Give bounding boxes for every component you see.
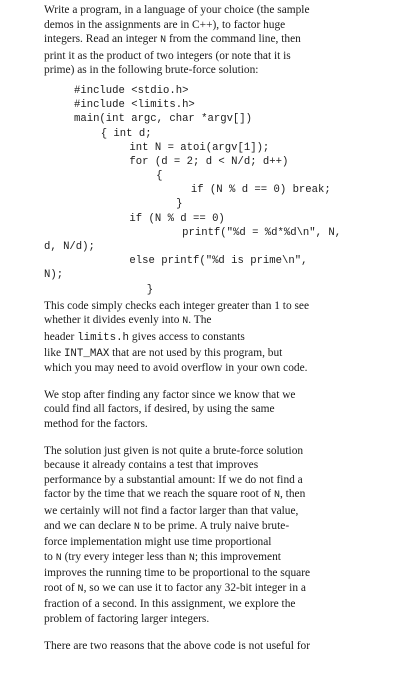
text-run: demos in the assignments are in C++), to factor huge [44, 18, 286, 31]
text-line [44, 299, 360, 314]
text-run: to be prime. A truly naive brute- [139, 519, 290, 532]
text-run: (try every integer less than [61, 550, 189, 563]
two-reasons-paragraph [44, 639, 360, 654]
text-line [44, 535, 360, 550]
text-run: prime) as in the following brute-force solution: [44, 64, 259, 77]
code-line: if (N % d == 0) break; [140, 184, 331, 197]
text-run: improves the running time to be proportional to the square [44, 567, 311, 580]
text-run: ; this improvement [194, 550, 281, 563]
code-line: } [134, 283, 154, 296]
code-line: main(int argc, char *argv[]) [74, 113, 253, 126]
text-line [44, 519, 360, 536]
text-run: This code simply checks each integer greater than 1 to see [44, 299, 310, 312]
text-line [44, 402, 360, 417]
code-line: for (d = 2; d < N/d; d++) [104, 155, 289, 168]
code-line: { [118, 170, 163, 183]
inline-code: N [160, 35, 167, 47]
code-listing [44, 84, 360, 297]
text-run: root of [44, 581, 78, 594]
stop-paragraph [44, 388, 360, 432]
text-line [44, 458, 360, 473]
code-line: { int d; [88, 127, 152, 140]
code-line: N); [44, 269, 64, 282]
text-run: integers. Read an integer [44, 33, 161, 46]
inline-code: N [77, 583, 84, 595]
text-line [44, 417, 360, 432]
text-line [44, 550, 360, 567]
inline-code: N [188, 552, 195, 564]
text-run: problem of factoring larger integers. [44, 613, 210, 626]
text-run: whether it divides evenly into [44, 314, 183, 327]
text-line [44, 388, 360, 403]
code-line: int N = atoi(argv[1]); [104, 141, 270, 154]
text-run: and we can declare [44, 519, 134, 532]
text-run: There are two reasons that the above code is not useful for [44, 639, 311, 652]
text-run: print it as the product of two integers (or note that it is [44, 49, 291, 62]
text-line [44, 566, 360, 581]
text-run: fraction of a second. In this assignment, we explore the [44, 598, 296, 611]
limits-paragraph [44, 299, 360, 376]
text-run: Write a program, in a language of your choice (the sample [44, 4, 310, 16]
text-line [44, 18, 360, 33]
code-line: else printf("%d is prime\n", [104, 255, 308, 268]
text-run: because it already contains a test that improves [44, 459, 259, 472]
text-run: header [44, 330, 78, 343]
text-line [44, 32, 360, 49]
inline-code: N [133, 521, 140, 533]
text-line [44, 346, 360, 362]
document-page [44, 3, 360, 653]
text-run: The solution just given is not quite a brute-force solution [44, 444, 304, 457]
code-line: } [138, 198, 183, 211]
code-line: d, N/d); [44, 241, 95, 254]
code-line: printf("%d = %d*%d\n", N, [144, 226, 342, 239]
text-line [44, 597, 360, 612]
text-line [44, 504, 360, 519]
text-run: factor by the time that we reach the square root of [44, 488, 274, 501]
inline-code: N [273, 490, 280, 502]
text-run: method for the factors. [44, 417, 148, 430]
text-line [44, 3, 360, 18]
intro-paragraph [44, 3, 360, 78]
text-line [44, 361, 360, 376]
text-run: that are not used by this program, but [109, 346, 283, 359]
text-line [44, 581, 360, 598]
text-run: We stop after finding any factor since we know that we [44, 388, 296, 401]
text-line [44, 330, 360, 346]
brute-force-paragraph [44, 444, 360, 627]
inline-code: limits.h [77, 331, 130, 344]
text-run: from the command line, then [166, 33, 301, 46]
inline-code: INT_MAX [63, 347, 110, 360]
text-run: force implementation might use time proportional [44, 536, 272, 549]
text-run: . The [188, 314, 212, 327]
text-run: which you may need to avoid overflow in your own code. [44, 362, 308, 375]
text-run: we certainly will not find a factor larger than that value, [44, 504, 299, 517]
inline-code: N [182, 316, 189, 328]
text-run: could find all factors, if desired, by using the same [44, 403, 275, 416]
code-line: if (N % d == 0) [104, 212, 225, 225]
text-line [44, 444, 360, 459]
text-line [44, 49, 360, 64]
text-line [44, 313, 360, 330]
text-line [44, 63, 360, 78]
code-line: #include <stdio.h> [74, 84, 189, 97]
text-run: to [44, 550, 56, 563]
text-run: performance by a substantial amount: If we do not find a [44, 473, 303, 486]
text-run: like [44, 346, 64, 359]
text-line [44, 639, 360, 654]
text-line [44, 473, 360, 488]
inline-code: N [55, 552, 62, 564]
text-run: , then [279, 488, 306, 501]
text-run: , so we can use it to factor any 32-bit integer in a [83, 581, 306, 594]
text-line [44, 487, 360, 504]
code-line: #include <limits.h> [74, 99, 195, 112]
text-run: gives access to constants [129, 330, 245, 343]
text-line [44, 612, 360, 627]
